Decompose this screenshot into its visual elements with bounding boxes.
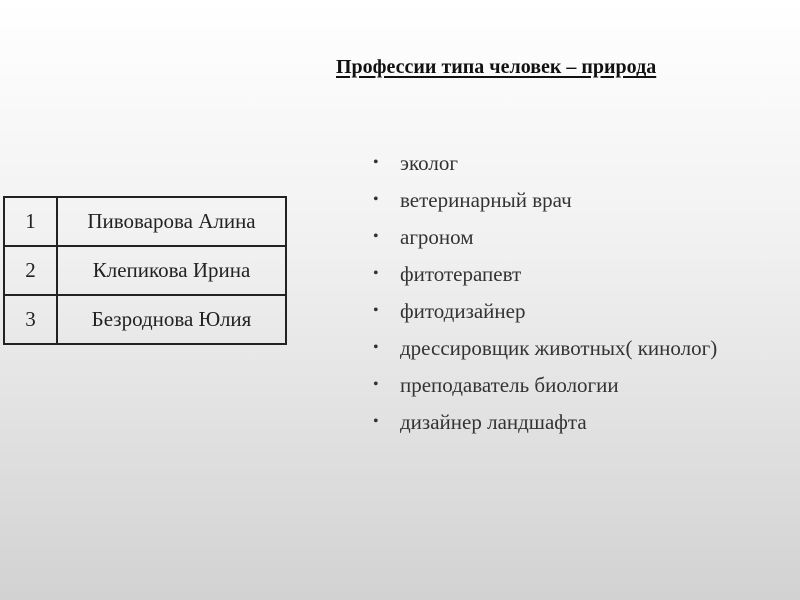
- student-table: [3, 196, 287, 345]
- list-item: [370, 259, 790, 289]
- bullet-icon: •: [373, 413, 379, 430]
- student-name: Пивоварова Алина: [57, 197, 286, 246]
- list-item-text: дрессировщик животных( кинолог): [400, 336, 718, 360]
- list-item-text: агроном: [400, 225, 474, 249]
- list-item: [370, 370, 790, 400]
- student-name: Безроднова Юлия: [57, 295, 286, 344]
- list-item-text: фитотерапевт: [400, 262, 522, 286]
- row-number: 1: [4, 197, 57, 246]
- bullet-icon: •: [373, 228, 379, 245]
- bullet-icon: •: [373, 339, 379, 356]
- list-item: [370, 148, 790, 178]
- row-number: 2: [4, 246, 57, 295]
- bullet-icon: •: [373, 376, 379, 393]
- list-item: [370, 296, 790, 326]
- list-item-text: дизайнер ландшафта: [400, 410, 587, 434]
- table-row: [4, 295, 286, 344]
- table-row: [4, 246, 286, 295]
- list-item: [370, 222, 790, 252]
- profession-list: [370, 148, 790, 444]
- list-item-text: эколог: [400, 151, 458, 175]
- list-item-text: фитодизайнер: [400, 299, 526, 323]
- table-row: [4, 197, 286, 246]
- list-item: [370, 407, 790, 437]
- bullet-icon: •: [373, 265, 379, 282]
- list-item-text: ветеринарный врач: [400, 188, 572, 212]
- slide-title: Профессии типа человек – природа: [336, 56, 657, 78]
- bullet-icon: •: [373, 191, 379, 208]
- row-number: 3: [4, 295, 57, 344]
- list-item-text: преподаватель биологии: [400, 373, 619, 397]
- bullet-icon: •: [373, 302, 379, 319]
- bullet-icon: •: [373, 154, 379, 171]
- list-item: [370, 185, 790, 215]
- student-name: Клепикова Ирина: [57, 246, 286, 295]
- list-item: [370, 333, 790, 363]
